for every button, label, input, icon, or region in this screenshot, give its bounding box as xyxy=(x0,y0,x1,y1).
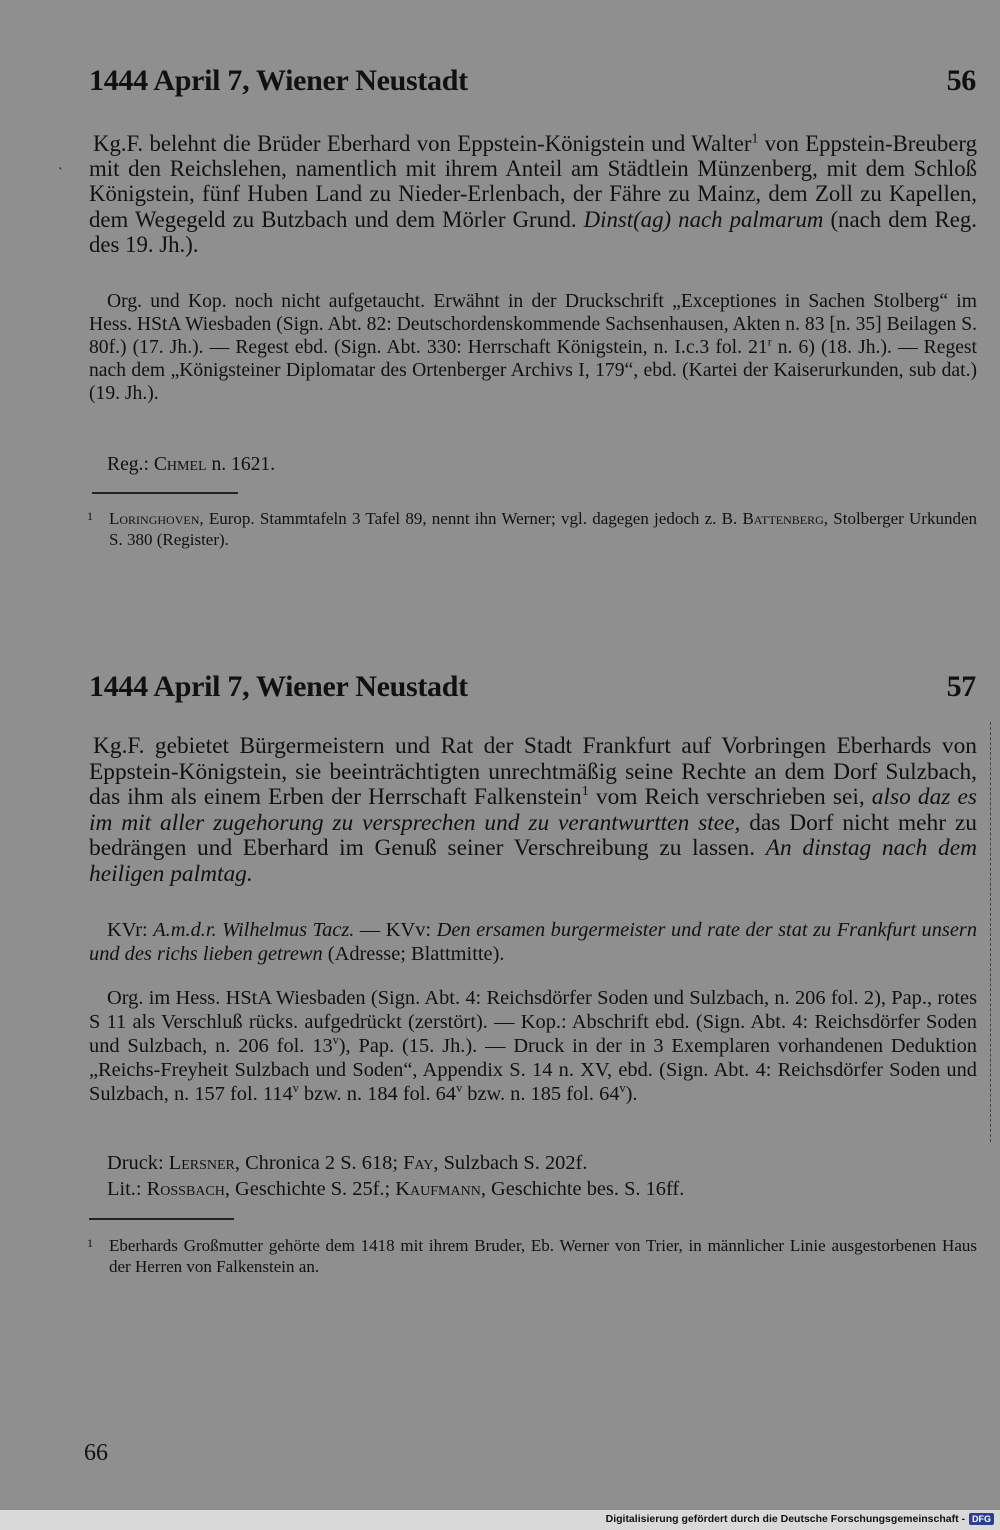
quoted-source-text: also daz es im mit aller zugehorung zu versprechen und zu verantwurtten stee, xyxy=(89,784,977,836)
reference-author: Chmel xyxy=(153,454,207,475)
literature-reference-57 xyxy=(89,1177,977,1201)
footnote-divider xyxy=(92,492,238,494)
funding-credit-text: Digitalisierung gefördert durch die Deutsche Forschungsgemeinschaft - xyxy=(605,1513,965,1525)
footnote-divider xyxy=(89,1218,234,1220)
entry-number: 57 xyxy=(946,670,976,703)
regest-text-57 xyxy=(89,734,977,887)
entry-heading-56 xyxy=(89,64,976,98)
regest-text-part: von Eppstein-Breuberg mit den Reichslehen, namentlich mit ihrem Anteil am Städtlein Münzenberg, mit dem Schloß Königstein, fünf Huben Land zu Nieder-Erlenbach, der Fähre zu Mainz, dem Zoll zu Kapellen, dem Wegegeld zu Butzbach und dem Mörler Grund. xyxy=(89,131,977,232)
reference-author: Lersner xyxy=(168,1152,235,1174)
reference-author: Kaufmann xyxy=(395,1178,481,1200)
folio-superscript: v xyxy=(292,1081,299,1096)
regest-text-part: Kg.F. gebietet Bürgermeistern und Rat der Stadt Frankfurt auf Vorbringen Eberhards von Eppstein-Königstein, sie beeinträchtigten unrechtmäßig seine Rechte an dem Dorf Sulzbach, das ihm als einem Erben der Herrschaft Falkenstein xyxy=(89,733,977,810)
folio-superscript: r xyxy=(767,335,772,349)
tradition-text: Org. und Kop. noch nicht aufgetaucht. Erwähnt in der Druckschrift „Exceptiones in Sachen Stolberg“ im Hess. HStA Wiesbaden (Sign. Abt. 82: Deutschordenskommende Sachsenhausen, Akten n. 83 [n. 35] Beilagen S. 80f.) (17. Jh.). — Regest ebd. (Sign. Abt. 330: Herrschaft Königstein, n. I.c.3 fol. 21 xyxy=(89,291,977,358)
footnote-reference[interactable]: 1 xyxy=(581,783,589,800)
reference-text: n. 1621. xyxy=(206,454,276,475)
entry-date-place: 1444 April 7, Wiener Neustadt xyxy=(89,670,468,703)
regest-text-part: das Dorf nicht mehr zu bedrängen und Eberhard im Genuß seiner Verschreibung zu lassen. xyxy=(89,809,977,861)
reference-label: Druck: xyxy=(107,1152,169,1174)
tradition-text: Org. im Hess. HStA Wiesbaden (Sign. Abt. 4: Reichsdörfer Soden und Sulzbach, n. 206 fol. 2), Pap., rotes S 11 als Verschluß rücks. aufgedrückt (zerstört). — Kop.: Abschrift ebd. (Sign. Abt. 4: Reichsdörfer Soden und Sulzbach, n. 206 fol. 13 xyxy=(89,987,977,1057)
dating-clause: An dinstag nach dem heiligen palmtag. xyxy=(89,835,977,887)
dating-clause: Dinst(ag) nach palmarum xyxy=(583,206,824,232)
reference-label: Reg.: xyxy=(107,454,154,475)
reference-label: Lit.: xyxy=(107,1178,147,1200)
folio-superscript: v xyxy=(456,1081,463,1096)
chancery-text: (Adresse; Blattmitte). xyxy=(322,943,505,965)
page-number: 66 xyxy=(84,1440,108,1466)
entry-heading-57 xyxy=(89,670,976,704)
reference-text: , Chronica 2 S. 618; xyxy=(234,1152,404,1174)
scan-edge-marks xyxy=(990,722,994,1142)
footnote-marker: 1 xyxy=(87,509,93,523)
footnote-part: , Stolberger Urkunden S. 380 (Register). xyxy=(109,509,977,549)
chancery-label: — KVv: xyxy=(354,919,437,941)
tradition-text: ), Pap. (15. Jh.). — Druck in der in 3 Exemplaren vorhandenen Deduktion „Reichs-Freyheit Sulzbach und Soden“, Appendix S. 14 n. XV, ebd. (Sign. Abt. 4: Reichsdörfer Soden und Sulzbach, n. 157 fol. 114 xyxy=(89,1035,977,1105)
footnote-marker: 1 xyxy=(87,1236,93,1250)
tradition-text: ). xyxy=(625,1083,638,1105)
regest-text-56 xyxy=(89,131,977,257)
print-reference-57 xyxy=(89,1151,977,1175)
footnote-author: Battenberg xyxy=(742,509,824,528)
reference-author: Rossbach xyxy=(146,1178,225,1200)
regest-text-part: vom Reich verschrieben sei, xyxy=(588,784,872,810)
reference-author: Fay xyxy=(403,1152,434,1174)
folio-superscript: v xyxy=(332,1033,339,1048)
footnote-57 xyxy=(89,1235,977,1277)
chancery-notes-57 xyxy=(89,918,977,966)
footnote-56 xyxy=(89,508,977,550)
reference-text: , Geschichte S. 25f.; xyxy=(224,1178,396,1200)
tradition-text: bzw. n. 185 fol. 64 xyxy=(462,1083,620,1105)
entry-date-place: 1444 April 7, Wiener Neustadt xyxy=(89,64,468,97)
footnote-text: Eberhards Großmutter gehörte dem 1418 mit ihrem Bruder, Eb. Werner von Trier, in männlicher Linie ausgestorbenen Haus der Herren von Falkenstein an. xyxy=(109,1236,977,1276)
tradition-text: n. 6) (18. Jh.). — Regest nach dem „Königsteiner Diplomatar des Ortenberger Archivs I, 179“, ebd. (Kartei der Kaiserurkunden, sub dat.) (19. Jh.). xyxy=(89,337,978,404)
tradition-note-57 xyxy=(89,986,977,1106)
footnote-author: Loringhoven xyxy=(109,509,200,528)
dfg-logo: DFG xyxy=(969,1513,994,1525)
tradition-text: bzw. n. 184 fol. 64 xyxy=(298,1083,457,1105)
tradition-note-56 xyxy=(89,290,977,405)
entry-number: 56 xyxy=(946,64,976,97)
footnote-text xyxy=(89,508,977,550)
regest-text-part: Kg.F. belehnt die Brüder Eberhard von Eppstein-Königstein und Walter xyxy=(93,131,752,156)
regest-reference-56 xyxy=(89,453,977,476)
regest-text-part: (nach dem Reg. des 19. Jh.). xyxy=(89,206,977,257)
scan-artifact-mark: ` xyxy=(58,166,63,181)
footnote-part: , Europ. Stammtafeln 3 Tafel 89, nennt ihn Werner; vgl. dagegen jedoch z. B. xyxy=(199,509,743,528)
footnote-reference[interactable]: 1 xyxy=(751,130,759,146)
reference-text: , Geschichte bes. S. 16ff. xyxy=(480,1178,685,1200)
folio-superscript: v xyxy=(619,1081,626,1096)
funding-credit xyxy=(606,1513,994,1525)
address-note: Den ersamen burgermeister und rate der stat zu Frankfurt unsern und des richs lieben getrewn xyxy=(89,919,978,965)
chancery-note: A.m.d.r. Wilhelmus Tacz. xyxy=(153,919,355,941)
reference-text: , Sulzbach S. 202f. xyxy=(433,1152,588,1174)
chancery-label: KVr: xyxy=(107,919,154,941)
